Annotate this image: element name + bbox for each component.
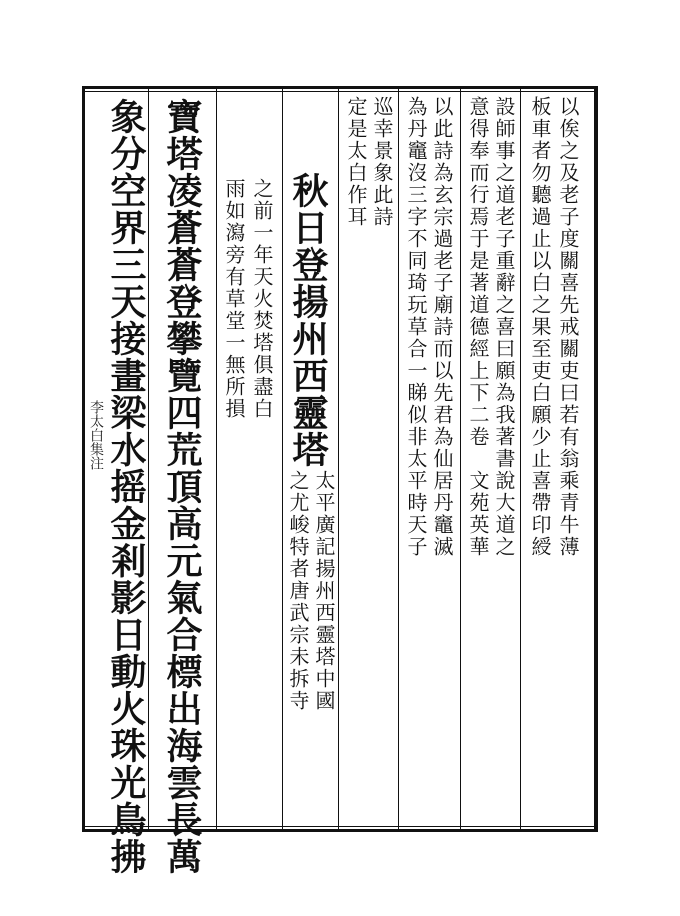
title-annotation-1: 太平廣記揚州西靈塔中國 — [312, 470, 336, 712]
column-divider — [338, 86, 339, 832]
margin-label: 李太白集注 — [88, 400, 104, 470]
title-annotation-2: 之尤峻特者唐武宗未拆寺 — [286, 470, 310, 712]
text-column-8: 定是太白作耳 — [344, 96, 368, 228]
column-divider — [520, 86, 521, 832]
column-divider — [282, 86, 283, 832]
column-divider — [148, 86, 149, 832]
text-column-4: 意得奉而行焉于是著道德經上下二卷 文苑英華 — [466, 96, 490, 558]
poem-line-1: 寶塔凌蒼蒼登攀覽四荒頂高元氣合標出海雲長萬 — [161, 98, 203, 875]
poem-line-2: 象分空界三天接畫梁水摇金剎影日動火珠光鳥拂 — [105, 98, 147, 875]
column-divider — [398, 86, 399, 832]
text-column-7: 巡幸景象此詩 — [370, 96, 394, 228]
text-column-2: 板車者勿聽過止以白之果至吏白願少止喜帶印綬 — [528, 96, 552, 558]
text-column-3: 設師事之道老子重辭之喜曰願為我著書說大道之 — [492, 96, 516, 558]
poem-title: 秋日登揚州西靈塔 — [287, 172, 329, 468]
text-column-6: 為丹竈沒三字不同琦玩草合一睇似非太平時天子 — [404, 96, 428, 558]
column-divider — [460, 86, 461, 832]
column-divider — [216, 86, 217, 832]
text-column-1: 以俟之及老子度關喜先戒關吏曰若有翁乘青牛薄 — [556, 96, 580, 558]
text-column-5: 以此詩為玄宗過老子廟詩而以先君為仙居丹竈滅 — [430, 96, 454, 558]
text-column-12: 雨如瀉旁有草堂一無所損 — [222, 178, 246, 420]
text-column-11: 之前一年天火焚塔俱盡白 — [250, 178, 274, 420]
